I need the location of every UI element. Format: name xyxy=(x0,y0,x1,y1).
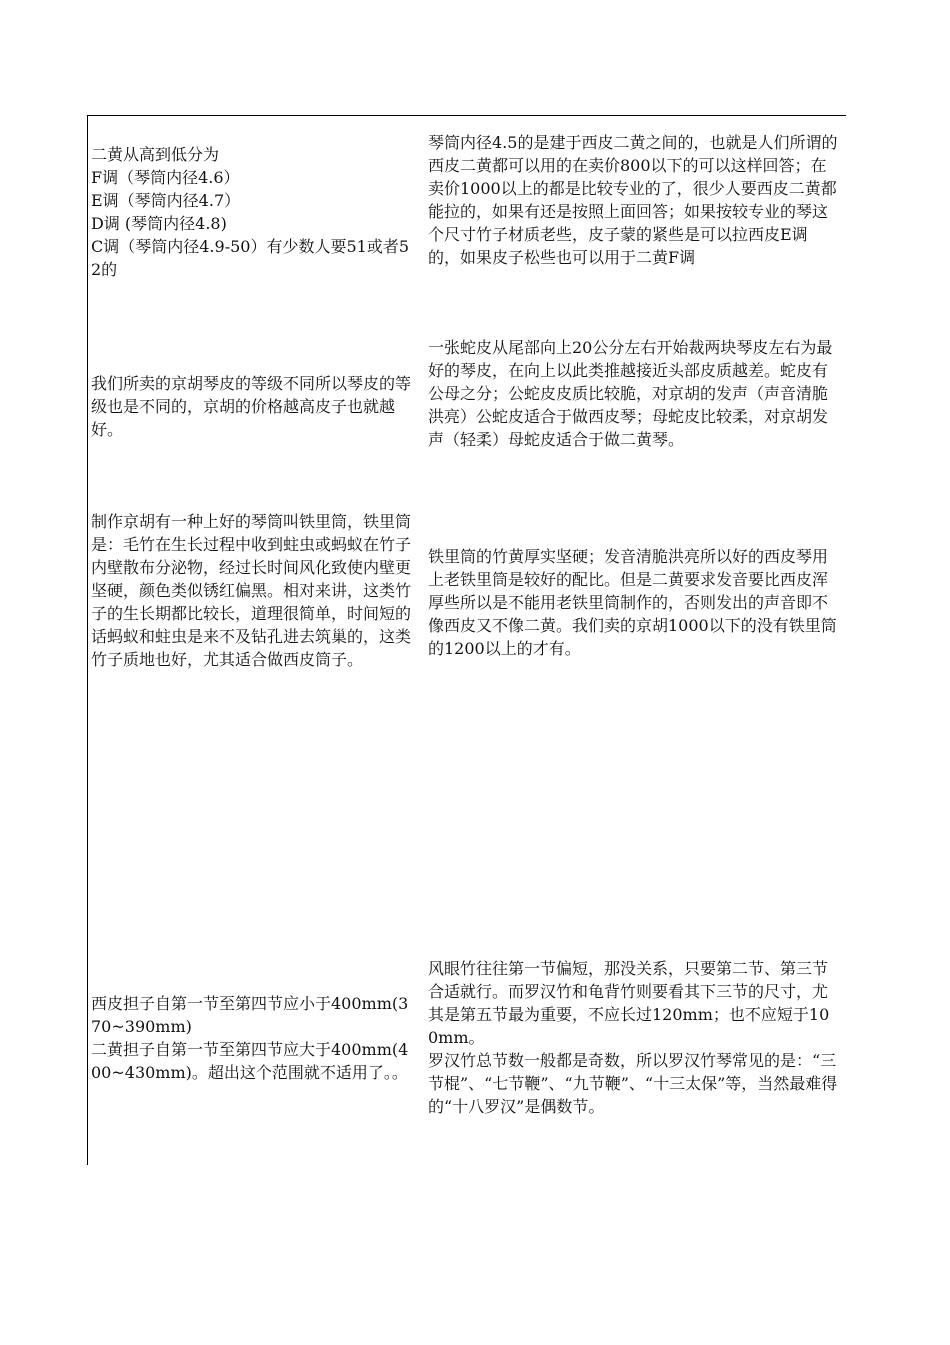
row-3-right-cell: 铁里筒的竹黄厚实坚硬；发音清脆洪亮所以好的西皮琴用上老铁里筒是较好的配比。但是二黄要求发音要比西皮浑厚些所以是不能用老铁里筒制作的，否则发出的声音即不像西皮又不像二黄。我们卖的京胡1000以下的没有铁里筒的1200以上的才有。 xyxy=(428,547,837,658)
row-2-left-cell: 我们所卖的京胡琴皮的等级不同所以琴皮的等级也是不同的，京胡的价格越高皮子也就越好。 xyxy=(91,374,412,439)
sheet-top-border xyxy=(87,115,846,116)
row-1-right-cell: 琴筒内径4.5的是建于西皮二黄之间的，也就是人们所谓的西皮二黄都可以用的在卖价800以下的可以这样回答；在卖价1000以上的都是比较专业的了，很少人要西皮二黄都能拉的，如果有还是按照上面回答；如果按较专业的琴这个尺寸竹子材质老些，皮子蒙的紧些是可以拉西皮E调的，如果皮子松些也可以用于二黄F调 xyxy=(428,133,838,267)
row-2-right-cell: 一张蛇皮从尾部向上20公分左右开始裁两块琴皮左右为最好的琴皮，在向上以此类推越接近头部皮质越差。蛇皮有公母之分；公蛇皮皮质比较脆，对京胡的发声（声音清脆洪亮）公蛇皮适合于做西皮琴；母蛇皮比较柔，对京胡发声（轻柔）母蛇皮适合于做二黄琴。 xyxy=(428,338,833,449)
row-3-left-cell: 制作京胡有一种上好的琴筒叫铁里筒，铁里筒是：毛竹在生长过程中收到蛀虫或蚂蚁在竹子内壁散布分泌物，经过长时间风化致使内壁更坚硬，颜色类似锈红偏黑。相对来讲，这类竹子的生长期都比较长，道理很简单，时间短的话蚂蚁和蛀虫是来不及钻孔进去筑巢的，这类竹子质地也好，尤其适合做西皮筒子。 xyxy=(91,512,412,669)
row-4-right-cell: 风眼竹往往第一节偏短，那没关系，只要第二节、第三节合适就行。而罗汉竹和龟背竹则要看其下三节的尺寸，尤其是第五节最为重要，不应长过120mm；也不应短于100mm。 罗汉竹总节数一般都是奇数，所以罗汉竹琴常见的是：“三节棍”、“七节鞭”、“九节鞭”、“十三太保”等，当然最难得的“十八罗汉”是偶数节。 xyxy=(428,959,838,1116)
row-1-left-cell: 二黄从高到低分为 F调（琴筒内径4.6） E调（琴筒内径4.7） D调 (琴筒内径4.8) C调（琴筒内径4.9-50）有少数人要51或者52的 xyxy=(91,145,409,279)
sheet-left-border xyxy=(87,115,88,1165)
row-4-left-cell: 西皮担子自第一节至第四节应小于400mm(370~390mm) 二黄担子自第一节至第四节应大于400mm(400~430mm)。超出这个范围就不适用了。。 xyxy=(91,994,409,1082)
